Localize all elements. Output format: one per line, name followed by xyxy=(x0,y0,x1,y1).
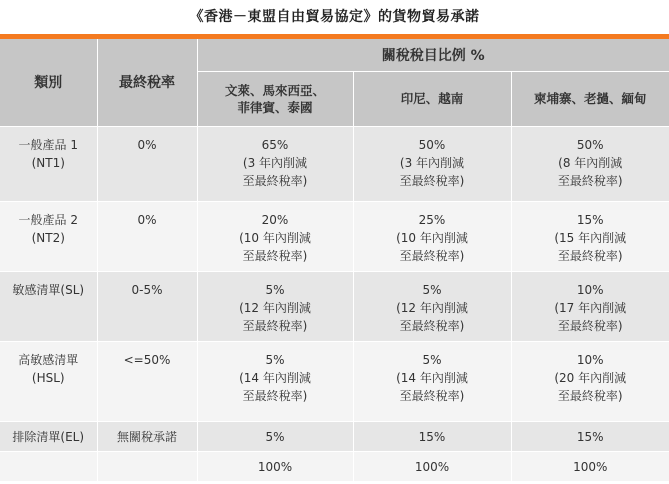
header-group-1-line2: 菲律賓、泰國 xyxy=(237,99,313,115)
row-cell xyxy=(511,341,669,421)
cell-note: 至最終稅率) xyxy=(399,318,465,333)
row-category-line2: (NT1) xyxy=(31,155,65,170)
row-final-rate: 0-5% xyxy=(97,271,197,341)
cell-note: 至最終稅率) xyxy=(242,173,308,188)
row-cell xyxy=(511,271,669,341)
row-final-rate: 無關稅承諾 xyxy=(97,421,197,451)
row-category xyxy=(0,201,97,271)
cell-note: (15 年內削減 xyxy=(554,230,627,245)
cell-percentage: 65% xyxy=(261,137,289,152)
row-cell xyxy=(511,126,669,201)
cell-percentage: 5% xyxy=(265,352,285,367)
cell-percentage: 15% xyxy=(576,212,604,227)
cell-note: 至最終稅率) xyxy=(242,248,308,263)
cell-note: (10 年內削減 xyxy=(396,230,468,245)
cell-note: 至最終稅率) xyxy=(399,248,465,263)
cell-note: (12 年內削減 xyxy=(396,300,468,315)
cell-percentage: 20% xyxy=(261,212,289,227)
cell-note: (17 年內削減 xyxy=(554,300,627,315)
table-row xyxy=(0,421,669,451)
cell-note: 至最終稅率) xyxy=(399,173,465,188)
row-cell xyxy=(353,126,511,201)
header-category: 類別 xyxy=(0,39,97,126)
trade-commitments-table xyxy=(0,39,669,482)
row-cell xyxy=(353,341,511,421)
cell-note: (3 年內削減 xyxy=(399,155,465,170)
row-category-line1: 一般產品 2 xyxy=(18,212,78,227)
row-final-rate: 0% xyxy=(97,126,197,201)
row-category xyxy=(0,126,97,201)
cell-note: 至最終稅率) xyxy=(242,388,308,403)
cell-note: 至最終稅率) xyxy=(557,173,623,188)
page-title: 《香港－東盟自由貿易協定》的貨物貿易承諾 xyxy=(189,9,480,25)
row-cell xyxy=(197,201,353,271)
row-cell xyxy=(197,271,353,341)
cell-percentage: 10% xyxy=(576,282,604,297)
cell-percentage: 15% xyxy=(353,421,511,451)
cell-note: 至最終稅率) xyxy=(557,248,623,263)
cell-percentage: 5% xyxy=(197,421,353,451)
row-cell xyxy=(353,271,511,341)
cell-note: (20 年內削減 xyxy=(554,370,627,385)
cell-note: (14 年內削減 xyxy=(239,370,311,385)
row-category-line1: 一般產品 1 xyxy=(18,137,78,152)
cell-percentage: 50% xyxy=(576,137,604,152)
row-category xyxy=(0,451,97,481)
header-final-rate: 最終稅率 xyxy=(97,39,197,126)
cell-percentage: 5% xyxy=(422,282,442,297)
row-category-line2: (HSL) xyxy=(31,370,65,385)
cell-note: (14 年內削減 xyxy=(396,370,468,385)
header-tariff-ratio: 關稅稅目比例 % xyxy=(197,39,669,71)
row-cell xyxy=(197,126,353,201)
table-row xyxy=(0,126,669,201)
cell-percentage: 100% xyxy=(353,451,511,481)
cell-percentage: 50% xyxy=(418,137,446,152)
row-cell xyxy=(197,341,353,421)
row-final-rate: 0% xyxy=(97,201,197,271)
cell-note: (10 年內削減 xyxy=(239,230,311,245)
cell-percentage: 5% xyxy=(422,352,442,367)
cell-percentage: 100% xyxy=(511,451,669,481)
cell-note: 至最終稅率) xyxy=(242,318,308,333)
row-final-rate xyxy=(97,451,197,481)
header-group-2: 印尼、越南 xyxy=(353,71,511,126)
table-row xyxy=(0,341,669,421)
row-cell xyxy=(511,201,669,271)
row-category-line2: (NT2) xyxy=(31,230,65,245)
header-group-1 xyxy=(197,71,353,126)
row-category-line1: 高敏感清單 xyxy=(18,352,79,367)
header-group-1-line1: 文萊、馬來西亞、 xyxy=(224,82,325,98)
cell-note: (8 年內削減 xyxy=(558,155,623,170)
row-category xyxy=(0,341,97,421)
table-row xyxy=(0,271,669,341)
row-cell xyxy=(353,201,511,271)
cell-note: 至最終稅率) xyxy=(557,318,623,333)
row-category xyxy=(0,271,97,341)
cell-percentage: 10% xyxy=(576,352,604,367)
row-category: 排除清單(EL) xyxy=(0,421,97,451)
cell-note: 至最終稅率) xyxy=(399,388,465,403)
row-final-rate: <=50% xyxy=(97,341,197,421)
table-row xyxy=(0,451,669,481)
cell-note: (12 年內削減 xyxy=(239,300,311,315)
header-group-3: 柬埔寨、老撾、緬甸 xyxy=(511,71,669,126)
cell-note: (3 年內削減 xyxy=(242,155,308,170)
cell-percentage: 100% xyxy=(197,451,353,481)
table-row xyxy=(0,201,669,271)
cell-percentage: 15% xyxy=(511,421,669,451)
cell-percentage: 5% xyxy=(265,282,285,297)
cell-percentage: 25% xyxy=(418,212,446,227)
row-category-line1: 敏感清單(SL) xyxy=(12,282,85,297)
cell-note: 至最終稅率) xyxy=(557,388,623,403)
